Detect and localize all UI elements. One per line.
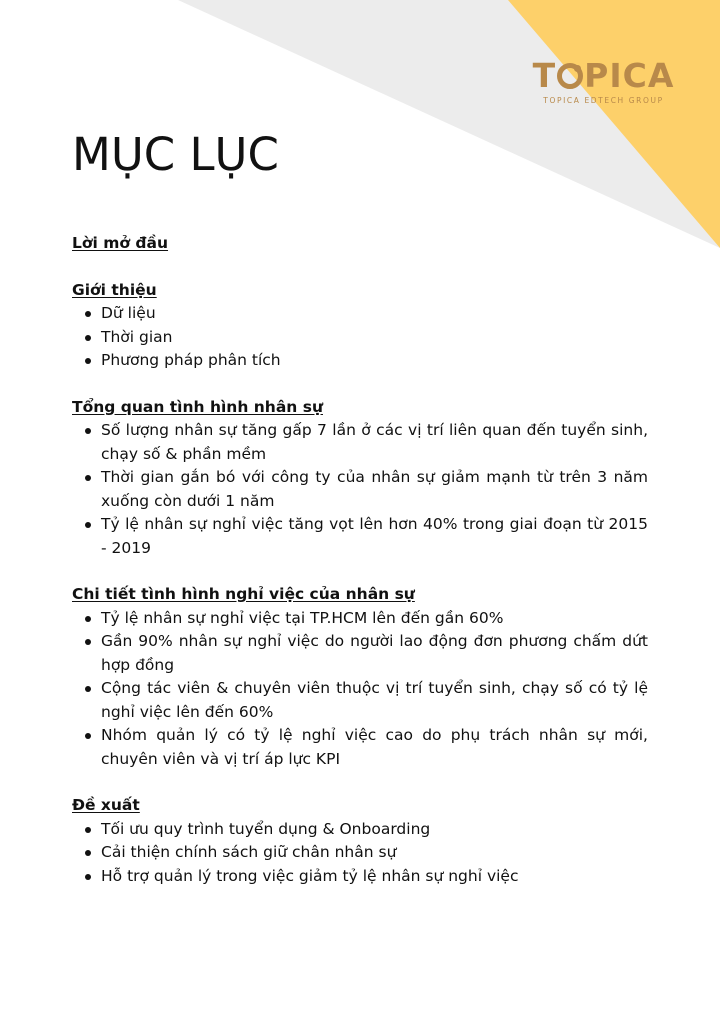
toc-section	[72, 583, 648, 771]
logo-wordmark	[531, 58, 676, 94]
table-of-contents	[72, 232, 648, 911]
toc-section	[72, 279, 648, 373]
bullet-item: Hỗ trợ quản lý trong việc giảm tỷ lệ nhân sự nghỉ việc	[72, 865, 648, 889]
bullet-item: Cộng tác viên & chuyên viên thuộc vị trí tuyển sinh, chạy số có tỷ lệ nghỉ việc lên đến 60%	[72, 677, 648, 724]
section-heading: Chi tiết tình hình nghỉ việc của nhân sự	[72, 585, 415, 603]
logo-tagline: TOPICA EDTECH GROUP	[543, 96, 664, 105]
topica-logo	[531, 58, 676, 105]
section-heading: Giới thiệu	[72, 280, 157, 299]
bullet-item: Số lượng nhân sự tăng gấp 7 lần ở các vị trí liên quan đến tuyển sinh, chạy số & phần mềm	[72, 419, 648, 466]
bullet-item: Nhóm quản lý có tỷ lệ nghỉ việc cao do phụ trách nhân sự mới, chuyên viên và vị trí áp lực KPI	[72, 724, 648, 771]
bullet-list	[72, 818, 648, 889]
toc-section	[72, 232, 648, 256]
bullet-list	[72, 302, 648, 373]
toc-section	[72, 794, 648, 888]
bullet-list	[72, 419, 648, 560]
bullet-item: Thời gian gắn bó với công ty của nhân sự giảm mạnh từ trên 3 năm xuống còn dưới 1 năm	[72, 466, 648, 513]
section-heading: Đề xuất	[72, 796, 140, 814]
logo-letters-pica: PICA	[584, 56, 675, 95]
bullet-list	[72, 607, 648, 772]
bullet-item: Thời gian	[72, 326, 648, 350]
logo-o-icon	[557, 63, 583, 89]
page-title: MỤC LỤC	[72, 128, 279, 181]
bullet-item: Cải thiện chính sách giữ chân nhân sự	[72, 841, 648, 865]
bullet-item: Gần 90% nhân sự nghỉ việc do người lao động đơn phương chấm dứt hợp đồng	[72, 630, 648, 677]
bullet-item: Dữ liệu	[72, 302, 648, 326]
section-heading: Tổng quan tình hình nhân sự	[72, 397, 323, 416]
toc-section	[72, 396, 648, 561]
bullet-item: Tỷ lệ nhân sự nghỉ việc tăng vọt lên hơn 40% trong giai đoạn từ 2015 - 2019	[72, 513, 648, 560]
bullet-item: Tối ưu quy trình tuyển dụng & Onboarding	[72, 818, 648, 842]
section-heading: Lời mở đầu	[72, 234, 169, 252]
bullet-item: Tỷ lệ nhân sự nghỉ việc tại TP.HCM lên đến gần 60%	[72, 607, 648, 631]
logo-letter-t: T	[532, 56, 557, 95]
bullet-item: Phương pháp phân tích	[72, 349, 648, 373]
